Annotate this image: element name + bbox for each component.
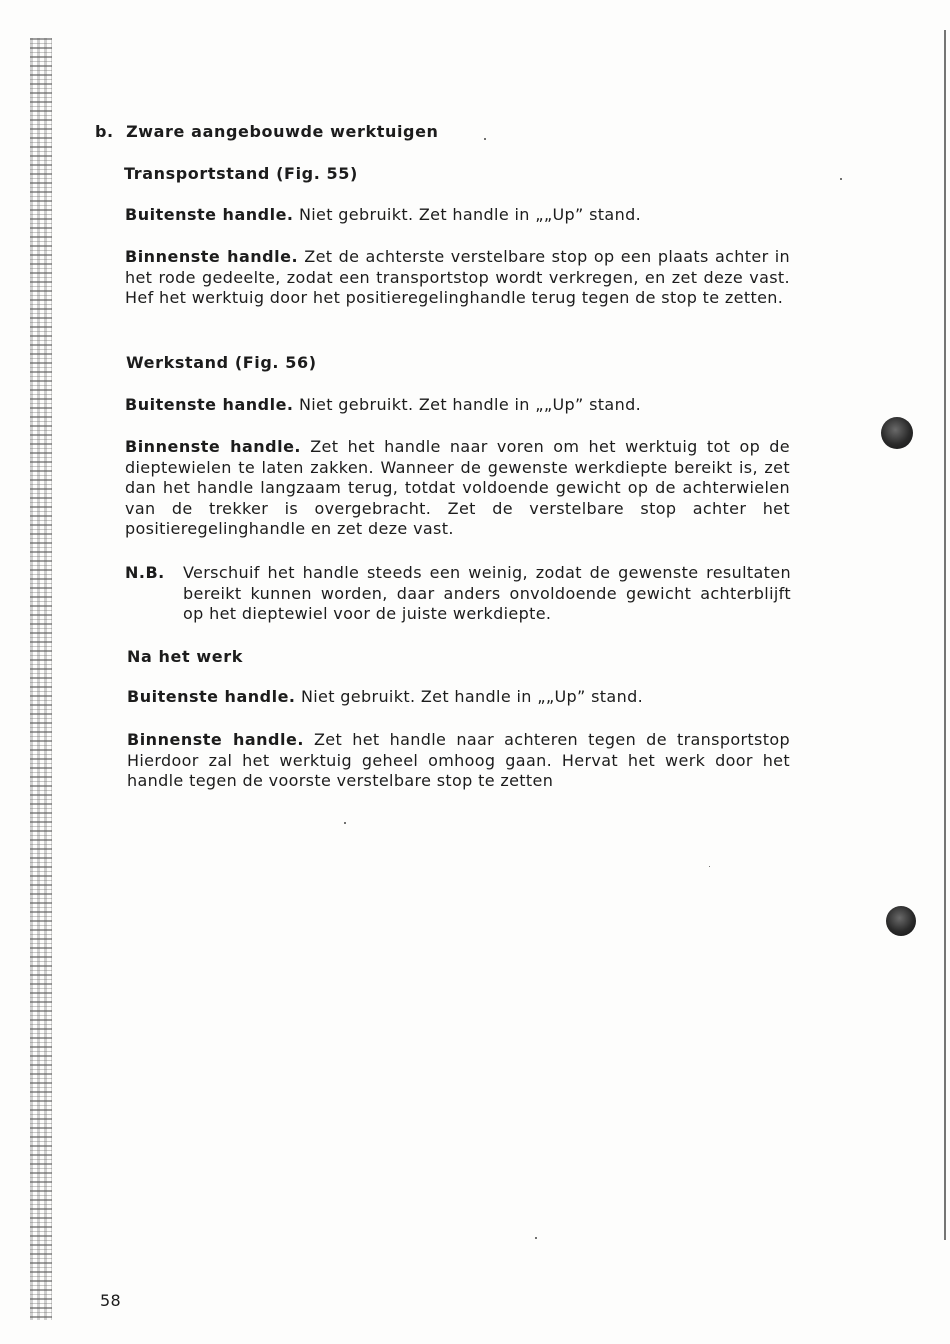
page-edge-rule: [944, 30, 946, 1240]
scan-speck: [535, 1237, 537, 1239]
scan-speck: [484, 138, 486, 140]
scan-speck: [840, 178, 842, 180]
section-letter: b.: [95, 122, 114, 141]
transport-inner-text: Zet de achterste verstelbare stop op een plaats achter in het rode gedeelte, zodat een transportstop wordt verkregen, en zet deze vast. Hef het werktuig door het positieregelinghandle terug tegen de stop te zetten.: [125, 247, 791, 308]
work-inner-text: Zet het handle naar voren om het werktuig tot op de dieptewielen te laten zakken. Wanneer de gewenste werkdiepte bereikt is, zet dan het handle langzaam terug, totdat voldoende gewicht op de achterwielen van de trekker is overgebracht. Zet de verstelbare stop achter het positieregelinghandle en zet deze vast.: [125, 437, 791, 539]
section-heading: [95, 121, 439, 142]
after-outer-label: Buitenste handle.: [127, 687, 296, 706]
transport-outer-text: Niet gebruikt. Zet handle in „„Up” stand.: [298, 205, 642, 224]
work-outer-label: Buitenste handle.: [125, 395, 294, 414]
work-heading: Werkstand (Fig. 56): [126, 353, 317, 372]
work-outer-paragraph: [125, 395, 790, 416]
scan-speck: [344, 822, 346, 824]
section-title: Zware aangebouwde werktuigen: [126, 122, 439, 141]
punch-hole: [881, 417, 913, 449]
transport-inner-label: Binnenste handle.: [125, 247, 299, 266]
binding-edge: [30, 38, 52, 1320]
work-outer-text: Niet gebruikt. Zet handle in „„Up” stand.: [298, 395, 642, 414]
note-label: N.B.: [125, 563, 165, 582]
after-inner-label: Binnenste handle.: [127, 730, 304, 749]
work-inner-paragraph: [125, 437, 790, 540]
transport-inner-paragraph: [125, 247, 790, 309]
scan-speck: [709, 866, 710, 867]
after-outer-text: Niet gebruikt. Zet handle in „„Up” stand.: [300, 687, 644, 706]
after-heading: Na het werk: [127, 647, 243, 666]
after-inner-text: Zet het handle naar achteren tegen de transportstop Hierdoor zal het werktuig geheel omhoog gaan. Hervat het werk door het handle tegen de voorste verstelbare stop te zetten: [127, 730, 791, 791]
after-outer-paragraph: [127, 687, 790, 708]
punch-hole: [886, 906, 916, 936]
transport-outer-paragraph: [125, 205, 790, 226]
transport-heading: Transportstand (Fig. 55): [124, 164, 358, 183]
work-inner-label: Binnenste handle.: [125, 437, 302, 456]
note-text: Verschuif het handle steeds een weinig, zodat de gewenste resultaten bereikt kunnen worden, daar anders onvoldoende gewicht achterblijft op het dieptewiel voor de juiste werkdiepte.: [183, 563, 791, 624]
page-number: 58: [100, 1291, 121, 1310]
transport-outer-label: Buitenste handle.: [125, 205, 294, 224]
after-inner-paragraph: [127, 730, 790, 792]
